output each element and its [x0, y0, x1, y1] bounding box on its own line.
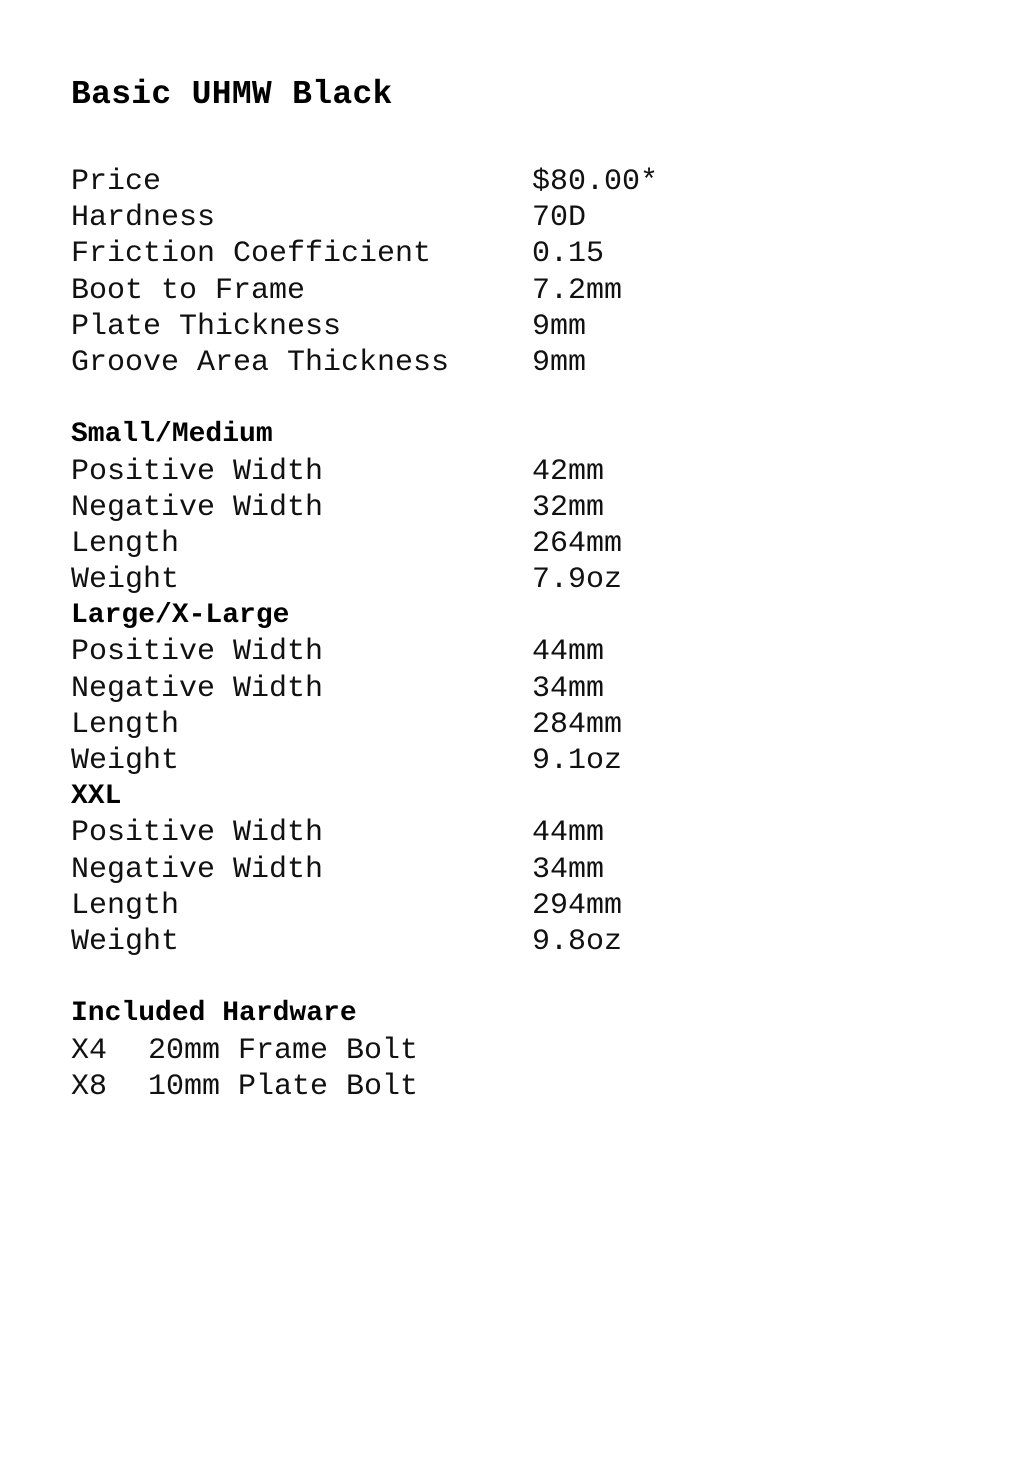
spec-label: Groove Area Thickness	[71, 345, 450, 380]
size-label: Length	[71, 526, 180, 561]
size-label: Length	[71, 707, 180, 742]
spacer	[71, 960, 971, 996]
spec-label: Friction Coefficient	[71, 237, 432, 272]
hardware-section	[71, 996, 971, 1105]
page-title: Basic UHMW Black	[71, 76, 393, 113]
spec-label: Plate Thickness	[71, 309, 342, 344]
spec-row-hardness	[71, 200, 971, 236]
size-row	[71, 526, 971, 562]
spec-row-groove-thickness	[71, 345, 971, 381]
size-row	[71, 852, 971, 888]
size-row	[71, 924, 971, 960]
spec-value: 70D	[532, 201, 587, 236]
spec-value: 0.15	[532, 237, 605, 272]
size-heading: XXL	[71, 781, 122, 813]
spec-value: $80.00*	[532, 165, 659, 199]
size-label: Positive Width	[71, 635, 324, 670]
size-heading: Small/Medium	[71, 419, 273, 451]
spec-label: Price	[71, 165, 162, 199]
size-label: Weight	[71, 924, 180, 959]
size-value: 32mm	[532, 490, 605, 525]
size-group-large-xlarge	[71, 598, 971, 779]
size-row	[71, 743, 971, 779]
size-value: 9.8oz	[532, 924, 623, 959]
size-row	[71, 634, 971, 670]
spec-list	[71, 164, 971, 381]
spec-value: 9mm	[532, 345, 587, 380]
spacer	[71, 381, 971, 417]
size-value: 34mm	[532, 852, 605, 887]
size-label: Negative Width	[71, 852, 324, 887]
hardware-qty: X8	[71, 1070, 108, 1105]
size-group-small-medium	[71, 417, 971, 598]
size-label: Weight	[71, 744, 180, 778]
hardware-item	[71, 1033, 971, 1070]
size-heading: Large/X-Large	[71, 600, 290, 632]
size-value: 34mm	[532, 671, 605, 706]
size-value: 9.1oz	[532, 744, 623, 778]
hardware-heading: Included Hardware	[71, 998, 357, 1030]
spec-row-friction	[71, 236, 971, 272]
size-row	[71, 562, 971, 598]
size-row	[71, 671, 971, 707]
size-group-xxl	[71, 779, 971, 960]
spec-label: Hardness	[71, 201, 216, 236]
hardware-desc: 10mm Plate Bolt	[148, 1070, 419, 1105]
size-value: 42mm	[532, 454, 605, 489]
size-value: 44mm	[532, 816, 605, 851]
spec-row-boot-to-frame	[71, 273, 971, 309]
spec-value: 9mm	[532, 309, 587, 344]
size-label: Negative Width	[71, 490, 324, 525]
spec-row-plate-thickness	[71, 309, 971, 345]
spec-row-price	[71, 164, 971, 200]
size-label: Negative Width	[71, 671, 324, 706]
size-value: 44mm	[532, 635, 605, 670]
size-row	[71, 707, 971, 743]
spec-sheet	[71, 72, 971, 1106]
spec-label: Boot to Frame	[71, 273, 306, 308]
size-label: Weight	[71, 563, 180, 598]
size-label: Positive Width	[71, 816, 324, 851]
size-row	[71, 454, 971, 490]
size-row	[71, 815, 971, 851]
hardware-item	[71, 1069, 971, 1106]
size-value: 284mm	[532, 707, 623, 742]
hardware-qty: X4	[71, 1033, 108, 1068]
size-value: 7.9oz	[532, 563, 623, 598]
size-value: 264mm	[532, 526, 623, 561]
size-label: Positive Width	[71, 454, 324, 489]
spec-value: 7.2mm	[532, 273, 623, 308]
size-row	[71, 888, 971, 924]
size-label: Length	[71, 888, 180, 923]
hardware-desc: 20mm Frame Bolt	[148, 1033, 419, 1068]
size-value: 294mm	[532, 888, 623, 923]
size-row	[71, 490, 971, 526]
